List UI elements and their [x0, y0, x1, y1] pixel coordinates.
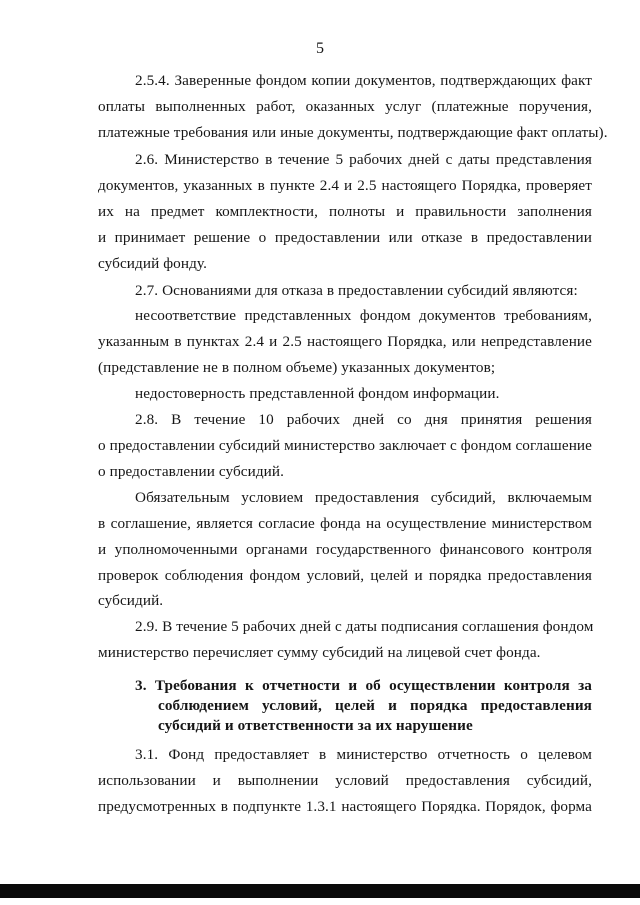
paragraph-line: недостоверность представленной фондом информации.	[135, 385, 500, 402]
paragraph-line: указанным в пунктах 2.4 и 2.5 настоящего Порядка, или непредставление	[98, 333, 592, 350]
paragraph-line: 2.5.4. Заверенные фондом копии документов, подтверждающих факт	[135, 72, 592, 89]
paragraph-line: Обязательным условием предоставления субсидий, включаемым	[135, 489, 592, 506]
section-heading-line: 3. Требования к отчетности и об осуществлении контроля за	[135, 677, 592, 694]
scan-edge-bar	[0, 884, 640, 898]
page-number: 5	[316, 40, 324, 57]
paragraph-line: несоответствие представленных фондом документов требованиям,	[135, 307, 592, 324]
paragraph-line: о предоставлении субсидий министерство заключает с фондом соглашение	[98, 437, 592, 454]
paragraph-line: 2.8. В течение 10 рабочих дней со дня принятия решения	[135, 411, 592, 428]
paragraph-line: 3.1. Фонд предоставляет в министерство отчетность о целевом	[135, 746, 592, 763]
paragraph-line: министерство перечисляет сумму субсидий на лицевой счет фонда.	[98, 644, 541, 661]
paragraph-line: использовании и выполнении условий предоставления субсидий,	[98, 772, 592, 789]
paragraph-line: проверок соблюдения фондом условий, целей и порядка предоставления	[98, 567, 592, 584]
paragraph-line: о предоставлении субсидий.	[98, 463, 285, 480]
paragraph-line: 2.9. В течение 5 рабочих дней с даты подписания соглашения фондом	[135, 618, 594, 635]
paragraph-line: предусмотренных в подпункте 1.3.1 настоящего Порядка. Порядок, форма	[98, 798, 592, 815]
section-heading-line: субсидий и ответственности за их нарушение	[158, 717, 473, 734]
paragraph-line: документов, указанных в пункте 2.4 и 2.5 настоящего Порядка, проверяет	[98, 177, 592, 194]
paragraph-line: субсидий фонду.	[98, 255, 207, 272]
paragraph-line: оплаты выполненных работ, оказанных услуг (платежные поручения,	[98, 98, 592, 115]
paragraph-line: и принимает решение о предоставлении или отказе в предоставлении	[98, 229, 592, 246]
section-heading-line: соблюдением условий, целей и порядка предоставления	[158, 697, 592, 714]
paragraph-line: платежные требования или иные документы, подтверждающие факт оплаты).	[98, 124, 608, 141]
paragraph-line: и уполномоченными органами государственного финансового контроля	[98, 541, 592, 558]
paragraph-line: 2.7. Основаниями для отказа в предоставлении субсидий являются:	[135, 282, 578, 299]
paragraph-line: (представление не в полном объеме) указанных документов;	[98, 359, 496, 376]
paragraph-line: 2.6. Министерство в течение 5 рабочих дней с даты представления	[135, 151, 592, 168]
paragraph-line: субсидий.	[98, 592, 164, 609]
paragraph-line: в соглашение, является согласие фонда на осуществление министерством	[98, 515, 592, 532]
paragraph-line: их на предмет комплектности, полноты и правильности заполнения	[98, 203, 592, 220]
